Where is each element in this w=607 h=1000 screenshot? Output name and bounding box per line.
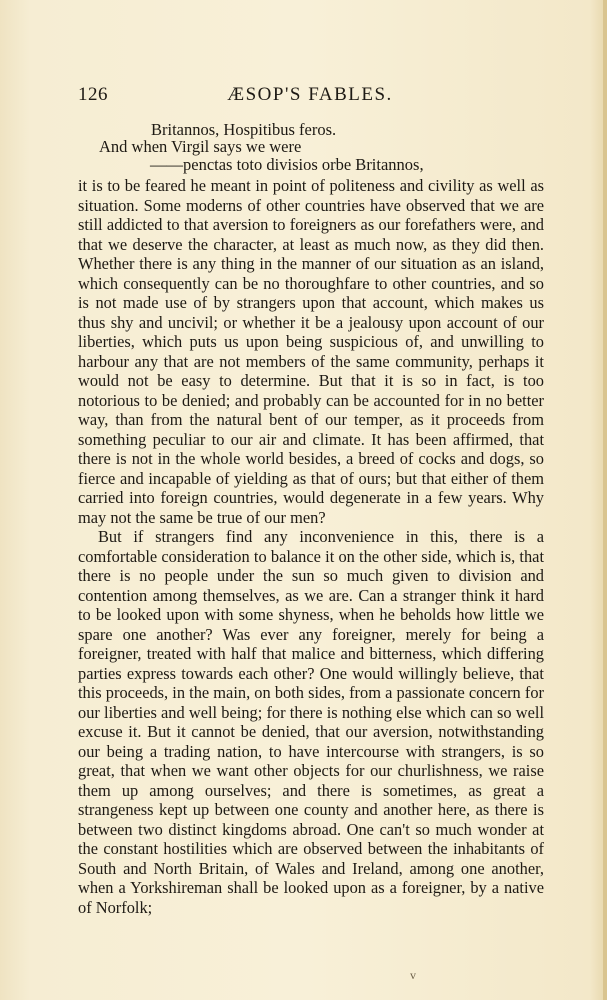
body-text [78,176,544,917]
page-header [78,84,528,108]
running-title: ÆSOP'S FABLES. [227,84,393,105]
paragraph-2: But if strangers find any inconvenience in this, there is a comfortable consideration to balance it on the other side, which is, that there is no people under the sun so much given to division and contention among themselves, as we are. Can a stranger think it hard to be looked upon with some shyness, when he beholds how little we spare one another? Was ever any foreigner, merely for being a foreigner, treated with half that malice and bitterness, which differing parties express towards each other? One would willingly believe, that this proceeds, in the main, on both sides, from a passionate concern for our liberties and well being; for there is nothing else which can so well excuse it. But it cannot be denied, that our aversion, notwithstanding our being a trading nation, to have intercourse with strangers, is so great, that when we want other objects for our churlishness, we raise them up among ourselves; and there is sometimes, as great a strangeness kept up between one county and another here, as there is between two distinct kingdoms abroad. One can't so much wonder at the constant hostilities which are observed between the inhabitants of South and North Britain, of Wales and Ireland, among one another, when a Yorkshireman shall be looked upon as a foreigner, by a native of Norfolk; [78,527,544,917]
page-number: 126 [78,84,108,105]
verse-line-2: And when Virgil says we were [99,137,302,156]
verse-line-3: ——penctas toto divisios orbe Britannos, [150,155,424,174]
verse-line-1: Britannos, Hospitibus feros. [151,120,337,139]
page-edge [603,0,607,1000]
signature-mark: v [410,968,416,982]
paragraph-1: it is to be feared he meant in point of politeness and civility as well as situation. Some moderns of other countries have observed that we are still addicted to that aversion to foreigners as our forefathers were, and that we deserve the character, at least as much now, as they did then. Whether there is any thing in the manner of our situation as an island, which consequently can be no thoroughfare to other countries, and so is not made use of by strangers upon that account, which makes us thus shy and uncivil; or whether it be a jealousy upon account of our liberties, which puts us upon being suspicious of, and unwilling to harbour any that are not members of the same community, perhaps it would not be easy to determine. But that it is so in fact, is too notorious to be denied; and probably can be accounted for in no better way, than from the natural bent of our temper, as it proceeds from something peculiar to our air and climate. It has been affirmed, that there is not in the whole world besides, a breed of cocks and dogs, so fierce and incapable of yielding as that of ours; but that either of them carried into foreign countries, would degenerate in a few years. Why may not the same be true of our men? [78,176,544,527]
